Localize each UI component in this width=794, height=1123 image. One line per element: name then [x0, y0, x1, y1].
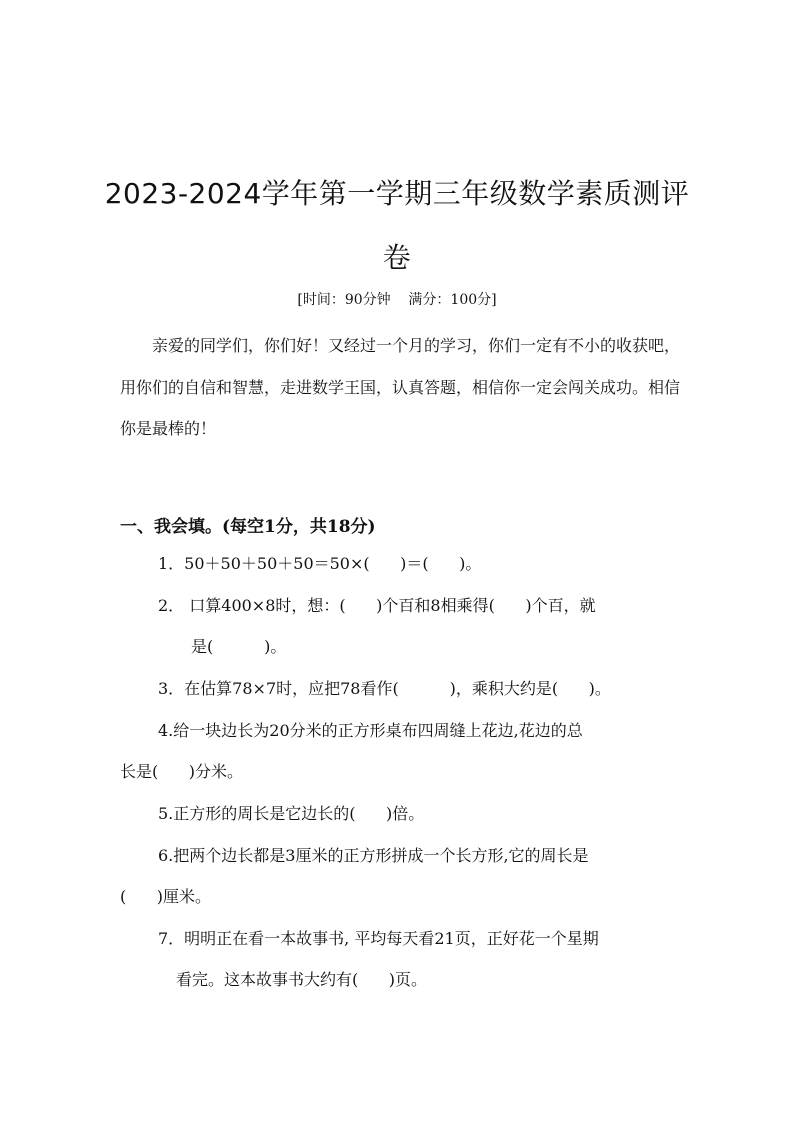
question-4-line-1: 4.给一块边长为20分米的正方形桌布四周缝上花边,花边的总 [158, 721, 583, 740]
question-6-line-2: ( )厘米。 [120, 887, 212, 906]
question-3: 3．在估算78×7时，应把78看作( )，乘积大约是( )。 [158, 679, 611, 698]
question-4-line-2: 长是( )分米。 [120, 762, 244, 781]
question-2-line-1: 2． 口算400×8时，想：( )个百和8相乘得( )个百，就 [158, 596, 596, 615]
question-2-line-2: 是( )。 [191, 637, 287, 656]
exam-time-score-info: [时间：90分钟 满分：100分] [297, 292, 497, 308]
exam-title-line-1: 2023-2024学年第一学期三年级数学素质测评 [104, 177, 690, 210]
intro-line-2: 用你们的自信和智慧，走进数学王国，认真答题，相信你一定会闯关成功。相信 [120, 378, 681, 397]
intro-line-3: 你是最棒的！ [120, 419, 217, 438]
section-1-heading: 一、我会填。(每空1分，共18分) [120, 517, 376, 537]
intro-line-1: 亲爱的同学们，你们好！又经过一个月的学习，你们一定有不小的收获吧， [152, 336, 681, 355]
question-7-line-2: 看完。这本故事书大约有( )页。 [176, 970, 428, 989]
question-1: 1．50＋50＋50＋50＝50×( )＝( )。 [158, 554, 482, 573]
exam-title-line-2: 卷 [382, 241, 412, 274]
question-5: 5.正方形的周长是它边长的( )倍。 [158, 804, 425, 823]
question-7-line-1: 7．明明正在看一本故事书, 平均每天看21页，正好花一个星期 [158, 929, 599, 948]
question-6-line-1: 6.把两个边长都是3厘米的正方形拼成一个长方形,它的周长是 [158, 846, 589, 865]
